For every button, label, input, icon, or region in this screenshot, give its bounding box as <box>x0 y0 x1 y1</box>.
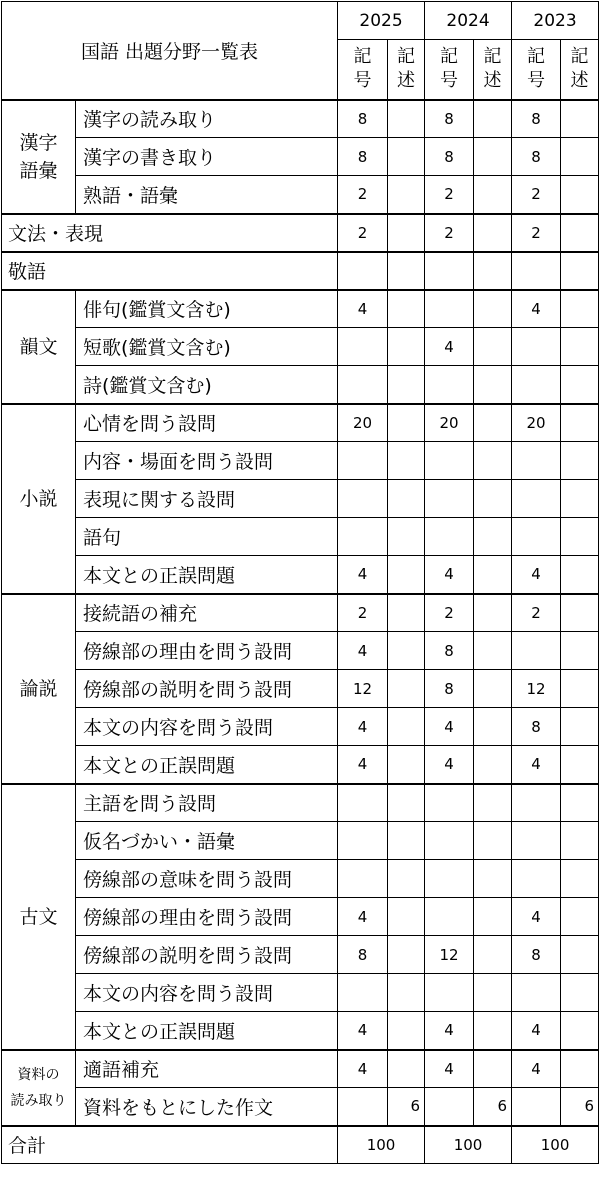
table-row <box>2 898 599 936</box>
value-kigou <box>338 252 388 290</box>
value-kigou: 4 <box>512 746 561 784</box>
value-kijutsu <box>561 290 599 328</box>
category-label-line: 韻文 <box>19 335 58 358</box>
value-kigou <box>338 328 388 366</box>
value-kigou <box>338 366 388 404</box>
category-label-line: 資料の <box>17 1066 60 1083</box>
year-header: 2024 <box>425 2 512 40</box>
item-label: 本文の内容を問う設問 <box>76 974 338 1012</box>
value-kigou: 4 <box>425 1050 474 1088</box>
value-kigou <box>425 480 474 518</box>
category-label <box>2 290 76 404</box>
subheader-kijutsu: 記 述 <box>561 40 599 100</box>
category-label <box>2 1050 76 1126</box>
value-kijutsu <box>388 556 425 594</box>
item-label: 傍線部の説明を問う設問 <box>76 936 338 974</box>
value-kigou <box>512 518 561 556</box>
value-kigou <box>338 442 388 480</box>
value-kigou: 4 <box>425 556 474 594</box>
category-label: 文法・表現 <box>2 214 338 252</box>
value-kijutsu <box>561 518 599 556</box>
item-label: 仮名づかい・語彙 <box>76 822 338 860</box>
category-label-line: 古文 <box>19 905 58 928</box>
value-kigou <box>338 480 388 518</box>
value-kijutsu <box>388 328 425 366</box>
value-kigou: 2 <box>425 594 474 632</box>
item-label: 傍線部の説明を問う設問 <box>76 670 338 708</box>
category-label-line: 読み取り <box>10 1092 67 1109</box>
category-label-line: 論説 <box>19 677 58 700</box>
value-kigou <box>425 898 474 936</box>
value-kijutsu <box>388 290 425 328</box>
value-kigou <box>338 974 388 1012</box>
value-kigou <box>512 860 561 898</box>
subheader-kigou: 記 号 <box>512 40 561 100</box>
value-kigou <box>425 860 474 898</box>
value-kijutsu <box>474 1012 512 1050</box>
value-kijutsu <box>561 974 599 1012</box>
total-row <box>2 1126 599 1164</box>
item-label: 短歌(鑑賞文含む) <box>76 328 338 366</box>
item-label: 本文との正誤問題 <box>76 556 338 594</box>
category-label <box>2 594 76 784</box>
value-kigou: 8 <box>338 936 388 974</box>
table-row <box>2 974 599 1012</box>
value-kigou: 4 <box>425 746 474 784</box>
value-kijutsu <box>561 708 599 746</box>
value-kijutsu <box>561 556 599 594</box>
value-kijutsu: 6 <box>474 1088 512 1126</box>
value-kigou: 4 <box>338 898 388 936</box>
value-kijutsu <box>561 214 599 252</box>
item-label: 表現に関する設問 <box>76 480 338 518</box>
value-kijutsu <box>561 1012 599 1050</box>
item-label: 熟語・語彙 <box>76 176 338 214</box>
table-row <box>2 138 599 176</box>
table-row <box>2 214 599 252</box>
value-kijutsu <box>474 176 512 214</box>
year-header: 2025 <box>338 2 425 40</box>
value-kijutsu <box>474 898 512 936</box>
item-label: 主語を問う設問 <box>76 784 338 822</box>
value-kijutsu <box>388 1012 425 1050</box>
table-row <box>2 632 599 670</box>
value-kigou: 8 <box>512 100 561 138</box>
value-kijutsu <box>388 138 425 176</box>
value-kijutsu <box>474 670 512 708</box>
value-kigou: 4 <box>512 898 561 936</box>
table-row <box>2 784 599 822</box>
table-row <box>2 366 599 404</box>
value-kijutsu <box>388 746 425 784</box>
value-kijutsu <box>474 328 512 366</box>
table-row <box>2 328 599 366</box>
value-kigou: 8 <box>338 100 388 138</box>
subheader-kijutsu: 記 述 <box>388 40 425 100</box>
value-kigou: 8 <box>425 632 474 670</box>
total-value: 100 <box>338 1126 425 1164</box>
value-kigou: 4 <box>338 556 388 594</box>
table-row <box>2 518 599 556</box>
value-kijutsu <box>388 708 425 746</box>
value-kigou: 8 <box>425 100 474 138</box>
item-label: 傍線部の意味を問う設問 <box>76 860 338 898</box>
value-kijutsu <box>388 214 425 252</box>
value-kigou: 8 <box>425 138 474 176</box>
value-kigou <box>425 366 474 404</box>
value-kijutsu <box>388 366 425 404</box>
value-kigou: 8 <box>512 708 561 746</box>
value-kigou: 8 <box>425 670 474 708</box>
value-kigou <box>338 1088 388 1126</box>
value-kijutsu <box>388 1050 425 1088</box>
value-kijutsu <box>388 252 425 290</box>
value-kijutsu <box>474 784 512 822</box>
value-kigou: 4 <box>512 1012 561 1050</box>
value-kigou <box>512 822 561 860</box>
value-kijutsu: 6 <box>388 1088 425 1126</box>
value-kigou <box>425 784 474 822</box>
value-kijutsu <box>388 936 425 974</box>
value-kijutsu <box>561 328 599 366</box>
value-kijutsu <box>474 480 512 518</box>
value-kigou: 2 <box>425 214 474 252</box>
value-kigou <box>512 632 561 670</box>
item-label: 本文との正誤問題 <box>76 746 338 784</box>
value-kijutsu <box>474 860 512 898</box>
table-row <box>2 252 599 290</box>
table-row <box>2 746 599 784</box>
table-row <box>2 1088 599 1126</box>
value-kijutsu <box>561 784 599 822</box>
value-kijutsu <box>561 176 599 214</box>
value-kigou <box>425 974 474 1012</box>
value-kijutsu <box>474 252 512 290</box>
value-kigou <box>338 860 388 898</box>
table-row <box>2 1012 599 1050</box>
value-kigou: 8 <box>512 936 561 974</box>
value-kigou: 2 <box>338 214 388 252</box>
value-kigou: 4 <box>425 328 474 366</box>
item-label: 詩(鑑賞文含む) <box>76 366 338 404</box>
item-label: 漢字の書き取り <box>76 138 338 176</box>
value-kijutsu <box>474 708 512 746</box>
total-value: 100 <box>512 1126 599 1164</box>
value-kigou: 20 <box>338 404 388 442</box>
value-kigou: 4 <box>338 1012 388 1050</box>
value-kijutsu <box>561 594 599 632</box>
item-label: 傍線部の理由を問う設問 <box>76 898 338 936</box>
value-kijutsu <box>561 138 599 176</box>
value-kijutsu <box>474 594 512 632</box>
value-kigou: 2 <box>338 594 388 632</box>
value-kigou: 2 <box>512 176 561 214</box>
subheader-kijutsu: 記 述 <box>474 40 512 100</box>
value-kijutsu <box>474 404 512 442</box>
value-kijutsu <box>388 404 425 442</box>
value-kigou: 4 <box>425 708 474 746</box>
value-kijutsu <box>388 100 425 138</box>
value-kigou: 2 <box>512 214 561 252</box>
value-kijutsu <box>474 518 512 556</box>
value-kigou: 20 <box>425 404 474 442</box>
total-value: 100 <box>425 1126 512 1164</box>
table-row <box>2 860 599 898</box>
value-kigou <box>512 328 561 366</box>
value-kigou <box>512 784 561 822</box>
value-kijutsu <box>474 366 512 404</box>
value-kijutsu <box>388 632 425 670</box>
value-kigou <box>512 1088 561 1126</box>
table-row <box>2 176 599 214</box>
value-kigou: 4 <box>338 746 388 784</box>
category-label-line: 漢字 <box>19 131 58 154</box>
value-kijutsu <box>474 556 512 594</box>
value-kijutsu <box>561 746 599 784</box>
value-kigou: 2 <box>425 176 474 214</box>
value-kigou <box>512 974 561 1012</box>
value-kigou: 4 <box>338 290 388 328</box>
year-header: 2023 <box>512 2 599 40</box>
value-kijutsu <box>388 822 425 860</box>
table-row <box>2 404 599 442</box>
value-kijutsu <box>388 974 425 1012</box>
table-title: 国語 出題分野一覧表 <box>2 2 338 100</box>
value-kigou: 4 <box>425 1012 474 1050</box>
value-kijutsu <box>561 670 599 708</box>
value-kigou: 20 <box>512 404 561 442</box>
value-kijutsu <box>474 632 512 670</box>
category-label <box>2 404 76 594</box>
item-label: 漢字の読み取り <box>76 100 338 138</box>
value-kigou <box>425 252 474 290</box>
value-kijutsu <box>561 252 599 290</box>
value-kigou <box>512 442 561 480</box>
value-kijutsu: 6 <box>561 1088 599 1126</box>
item-label: 接続語の補充 <box>76 594 338 632</box>
value-kijutsu <box>474 1050 512 1088</box>
item-label: 本文との正誤問題 <box>76 1012 338 1050</box>
value-kigou: 12 <box>338 670 388 708</box>
value-kijutsu <box>388 518 425 556</box>
value-kijutsu <box>388 898 425 936</box>
value-kijutsu <box>561 480 599 518</box>
value-kijutsu <box>388 480 425 518</box>
value-kigou: 8 <box>338 138 388 176</box>
value-kigou <box>338 518 388 556</box>
item-label: 心情を問う設問 <box>76 404 338 442</box>
value-kijutsu <box>561 404 599 442</box>
item-label: 俳句(鑑賞文含む) <box>76 290 338 328</box>
value-kigou <box>425 1088 474 1126</box>
item-label: 適語補充 <box>76 1050 338 1088</box>
table-row <box>2 100 599 138</box>
item-label: 傍線部の理由を問う設問 <box>76 632 338 670</box>
value-kigou: 4 <box>512 556 561 594</box>
value-kijutsu <box>561 366 599 404</box>
value-kijutsu <box>388 442 425 480</box>
value-kigou: 4 <box>338 708 388 746</box>
value-kigou <box>425 442 474 480</box>
value-kigou <box>512 252 561 290</box>
value-kigou <box>512 366 561 404</box>
category-label-line: 小説 <box>19 487 58 510</box>
value-kijutsu <box>561 822 599 860</box>
table-row <box>2 1050 599 1088</box>
value-kigou: 8 <box>512 138 561 176</box>
value-kigou <box>512 480 561 518</box>
category-label <box>2 784 76 1050</box>
value-kigou <box>338 784 388 822</box>
table-row <box>2 556 599 594</box>
value-kigou: 2 <box>512 594 561 632</box>
table-row <box>2 442 599 480</box>
value-kijutsu <box>474 290 512 328</box>
table-row <box>2 708 599 746</box>
value-kijutsu <box>474 746 512 784</box>
table-row <box>2 670 599 708</box>
value-kijutsu <box>474 936 512 974</box>
value-kijutsu <box>561 442 599 480</box>
value-kijutsu <box>561 1050 599 1088</box>
value-kigou: 4 <box>512 1050 561 1088</box>
value-kigou: 2 <box>338 176 388 214</box>
value-kigou: 12 <box>425 936 474 974</box>
value-kigou: 4 <box>338 1050 388 1088</box>
value-kijutsu <box>474 138 512 176</box>
total-label: 合計 <box>2 1126 338 1164</box>
value-kijutsu <box>561 936 599 974</box>
value-kijutsu <box>388 784 425 822</box>
value-kijutsu <box>561 100 599 138</box>
value-kigou <box>338 822 388 860</box>
subheader-kigou: 記 号 <box>338 40 388 100</box>
value-kijutsu <box>474 100 512 138</box>
value-kijutsu <box>561 632 599 670</box>
value-kigou <box>425 290 474 328</box>
item-label: 資料をもとにした作文 <box>76 1088 338 1126</box>
subheader-kigou: 記 号 <box>425 40 474 100</box>
item-label: 本文の内容を問う設問 <box>76 708 338 746</box>
table-row <box>2 594 599 632</box>
value-kigou: 4 <box>338 632 388 670</box>
item-label: 内容・場面を問う設問 <box>76 442 338 480</box>
value-kigou <box>425 822 474 860</box>
value-kijutsu <box>474 822 512 860</box>
category-label <box>2 100 76 214</box>
table-row <box>2 480 599 518</box>
value-kijutsu <box>388 670 425 708</box>
value-kijutsu <box>388 594 425 632</box>
value-kigou <box>425 518 474 556</box>
value-kijutsu <box>388 176 425 214</box>
value-kigou: 4 <box>512 290 561 328</box>
value-kijutsu <box>388 860 425 898</box>
value-kijutsu <box>561 898 599 936</box>
value-kijutsu <box>561 860 599 898</box>
item-label: 語句 <box>76 518 338 556</box>
value-kijutsu <box>474 442 512 480</box>
table-row <box>2 936 599 974</box>
value-kijutsu <box>474 214 512 252</box>
category-label: 敬語 <box>2 252 338 290</box>
exam-field-table <box>1 1 599 1164</box>
value-kigou: 12 <box>512 670 561 708</box>
value-kijutsu <box>474 974 512 1012</box>
category-label-line: 語彙 <box>19 159 58 182</box>
table-row <box>2 822 599 860</box>
table-row <box>2 290 599 328</box>
